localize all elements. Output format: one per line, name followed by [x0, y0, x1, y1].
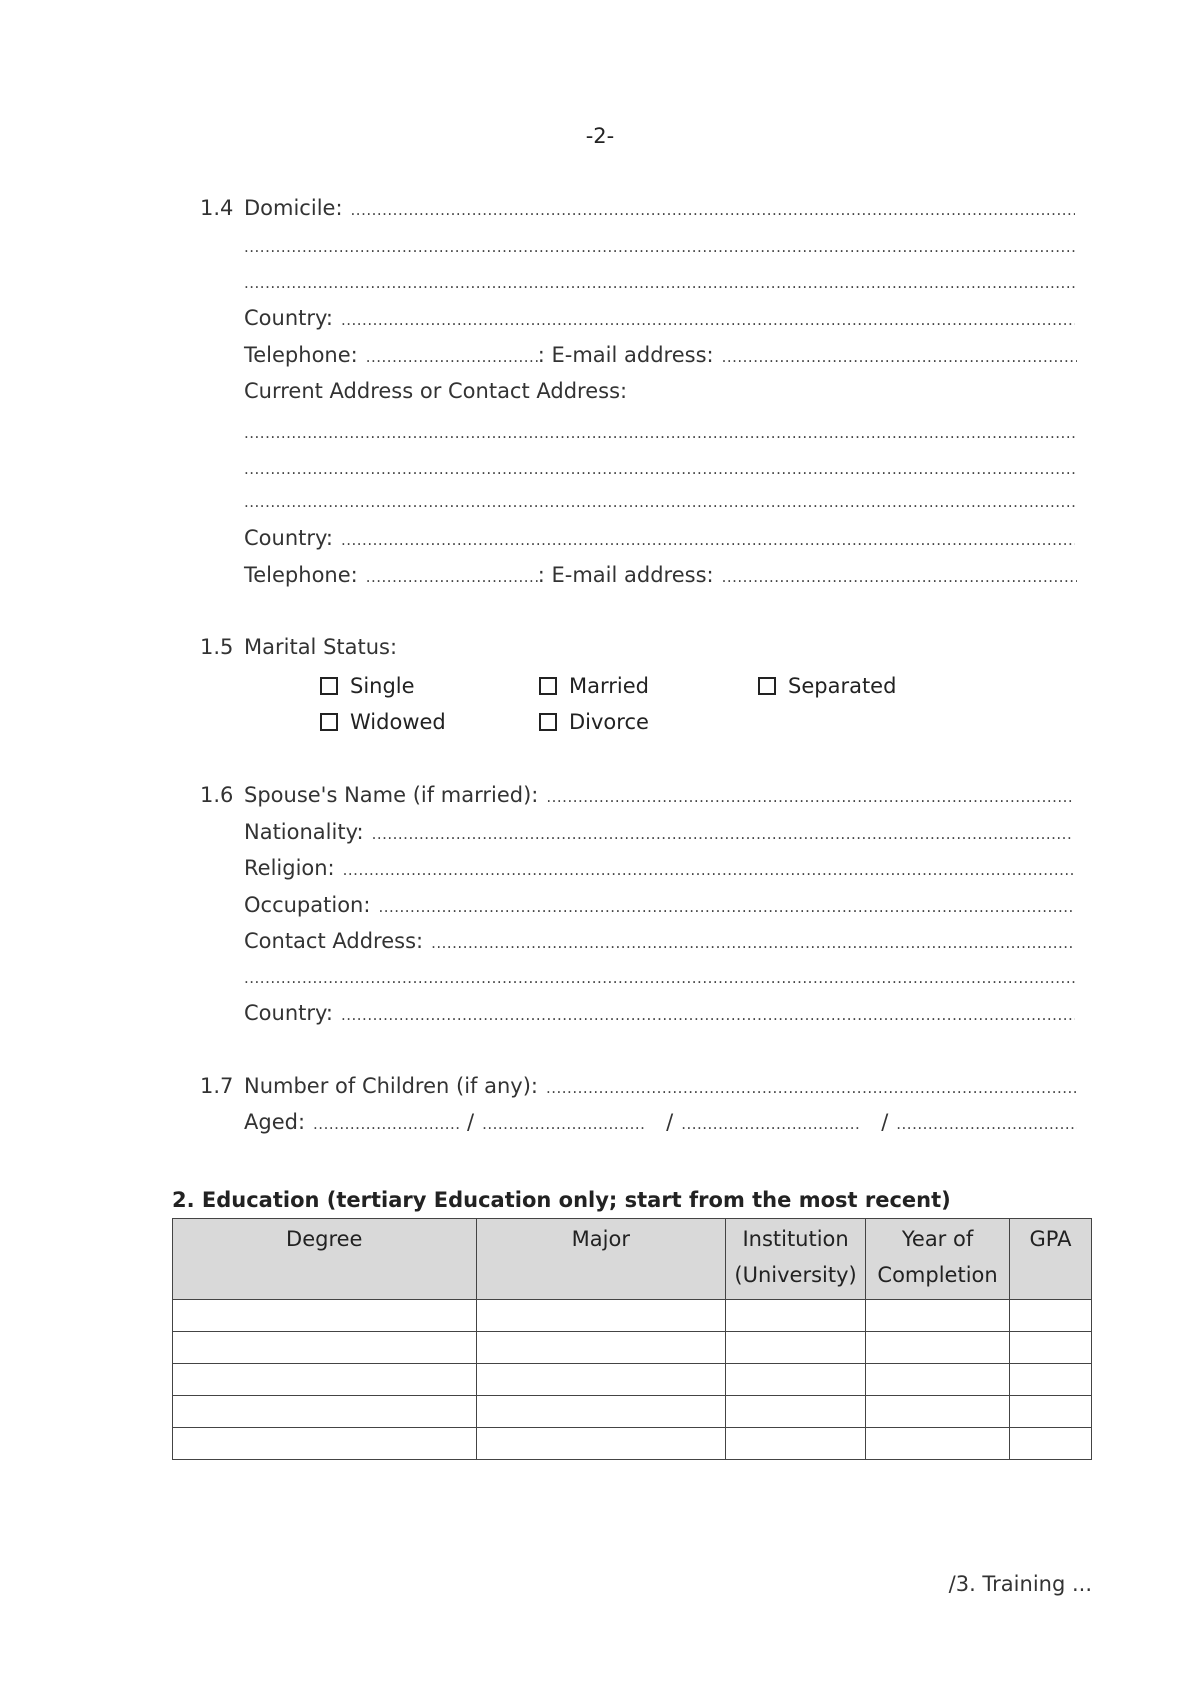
column-header-degree: Degree: [173, 1219, 477, 1300]
column-header-gpa: GPA: [1010, 1219, 1092, 1300]
contact-address-label: Contact Address:: [244, 929, 424, 953]
contact-address-field[interactable]: [431, 928, 1075, 958]
aged-field-1[interactable]: [313, 1109, 459, 1139]
table-row: [173, 1364, 1092, 1396]
checkbox-icon[interactable]: [539, 677, 557, 695]
column-header-major: Major: [476, 1219, 726, 1300]
telephone-field[interactable]: [366, 342, 538, 372]
email-label: : E-mail address:: [537, 343, 714, 367]
contact-address-line-2[interactable]: [244, 963, 1075, 993]
checkbox-label: Separated: [788, 674, 897, 698]
telephone-label: Telephone:: [244, 563, 358, 587]
section-number: 1.5: [200, 635, 234, 659]
aged-separator: /: [881, 1110, 889, 1134]
checkbox-label: Widowed: [350, 710, 446, 734]
aged-field-4[interactable]: [896, 1109, 1077, 1139]
checkbox-icon[interactable]: [758, 677, 776, 695]
telephone-row-2: [244, 560, 1077, 590]
table-cell[interactable]: [726, 1300, 866, 1332]
table-cell[interactable]: [173, 1364, 477, 1396]
checkbox-widowed[interactable]: [320, 707, 446, 737]
table-cell[interactable]: [173, 1332, 477, 1364]
table-cell[interactable]: [476, 1428, 726, 1460]
current-address-row: [244, 376, 1075, 406]
email-field[interactable]: [722, 562, 1077, 592]
nationality-row: [244, 817, 1073, 847]
occupation-row: [244, 890, 1075, 920]
country-field[interactable]: [341, 525, 1075, 555]
checkbox-married[interactable]: [539, 671, 649, 701]
table-cell[interactable]: [1010, 1396, 1092, 1428]
page-number: -2-: [585, 124, 615, 148]
table-row: [173, 1396, 1092, 1428]
checkbox-icon[interactable]: [320, 677, 338, 695]
nationality-field[interactable]: [372, 819, 1073, 849]
country-label: Country:: [244, 1001, 333, 1025]
country-field[interactable]: [341, 305, 1075, 335]
domicile-line-2[interactable]: [244, 232, 1075, 262]
spouse-field[interactable]: [546, 782, 1073, 812]
occupation-field[interactable]: [378, 892, 1075, 922]
education-table: [172, 1218, 1092, 1460]
table-header-row: [173, 1219, 1092, 1300]
children-label: Number of Children (if any):: [244, 1074, 538, 1098]
table-cell[interactable]: [726, 1428, 866, 1460]
section-number: 1.7: [200, 1074, 234, 1098]
table-row: [173, 1300, 1092, 1332]
email-label: : E-mail address:: [537, 563, 714, 587]
checkbox-icon[interactable]: [539, 713, 557, 731]
table-cell[interactable]: [1010, 1300, 1092, 1332]
table-cell[interactable]: [726, 1396, 866, 1428]
checkbox-separated[interactable]: [758, 671, 896, 701]
table-cell[interactable]: [476, 1364, 726, 1396]
table-cell[interactable]: [1010, 1332, 1092, 1364]
table-cell[interactable]: [866, 1364, 1010, 1396]
religion-row: [244, 853, 1075, 883]
country-row-2: [244, 523, 1075, 553]
table-row: [173, 1428, 1092, 1460]
email-field[interactable]: [722, 342, 1077, 372]
table-cell[interactable]: [476, 1300, 726, 1332]
marital-status-row: [200, 632, 600, 662]
checkbox-label: Divorce: [569, 710, 649, 734]
spouse-row: [200, 780, 1073, 810]
table-cell[interactable]: [173, 1300, 477, 1332]
aged-separator: /: [467, 1110, 475, 1134]
spouse-label: Spouse's Name (if married):: [244, 783, 539, 807]
table-cell[interactable]: [1010, 1428, 1092, 1460]
children-row: [200, 1071, 1077, 1101]
telephone-label: Telephone:: [244, 343, 358, 367]
checkbox-icon[interactable]: [320, 713, 338, 731]
table-cell[interactable]: [866, 1332, 1010, 1364]
occupation-label: Occupation:: [244, 893, 371, 917]
table-row: [173, 1332, 1092, 1364]
checkbox-single[interactable]: [320, 671, 415, 701]
marital-status-label: Marital Status:: [244, 635, 398, 659]
telephone-field[interactable]: [366, 562, 538, 592]
domicile-line-3[interactable]: [244, 268, 1075, 298]
aged-row: [244, 1107, 1077, 1137]
telephone-row: [244, 340, 1077, 370]
table-cell[interactable]: [866, 1396, 1010, 1428]
current-address-line-1[interactable]: [244, 418, 1075, 448]
table-cell[interactable]: [726, 1364, 866, 1396]
aged-field-2[interactable]: [482, 1109, 646, 1139]
table-cell[interactable]: [476, 1332, 726, 1364]
religion-field[interactable]: [343, 855, 1075, 885]
nationality-label: Nationality:: [244, 820, 364, 844]
table-cell[interactable]: [173, 1396, 477, 1428]
checkbox-divorce[interactable]: [539, 707, 649, 737]
current-address-label: Current Address or Contact Address:: [244, 379, 628, 403]
country-row: [244, 303, 1075, 333]
table-cell[interactable]: [726, 1332, 866, 1364]
religion-label: Religion:: [244, 856, 335, 880]
education-heading: 2. Education (tertiary Education only; start from the most recent): [172, 1188, 951, 1212]
table-cell[interactable]: [866, 1300, 1010, 1332]
column-header-year: Year of Completion: [866, 1219, 1010, 1300]
table-cell[interactable]: [866, 1428, 1010, 1460]
spouse-country-row: [244, 998, 1075, 1028]
table-cell[interactable]: [1010, 1364, 1092, 1396]
continuation-footer: /3. Training ...: [948, 1572, 1092, 1596]
table-cell[interactable]: [173, 1428, 477, 1460]
column-header-institution: Institution (University): [726, 1219, 866, 1300]
aged-label: Aged:: [244, 1110, 306, 1134]
domicile-label: Domicile:: [244, 196, 343, 220]
checkbox-label: Single: [350, 674, 415, 698]
section-number: 1.6: [200, 783, 234, 807]
checkbox-label: Married: [569, 674, 649, 698]
section-number: 1.4: [200, 196, 234, 220]
current-address-line-2[interactable]: [244, 454, 1075, 484]
aged-separator: /: [666, 1110, 674, 1134]
children-field[interactable]: [546, 1073, 1077, 1103]
contact-address-row: [244, 926, 1075, 956]
country-label: Country:: [244, 306, 333, 330]
domicile-field[interactable]: [351, 195, 1075, 225]
current-address-line-3[interactable]: [244, 487, 1075, 517]
table-cell[interactable]: [476, 1396, 726, 1428]
country-label: Country:: [244, 526, 333, 550]
domicile-row: [200, 193, 1075, 223]
aged-field-3[interactable]: [681, 1109, 861, 1139]
country-field[interactable]: [341, 1000, 1075, 1030]
